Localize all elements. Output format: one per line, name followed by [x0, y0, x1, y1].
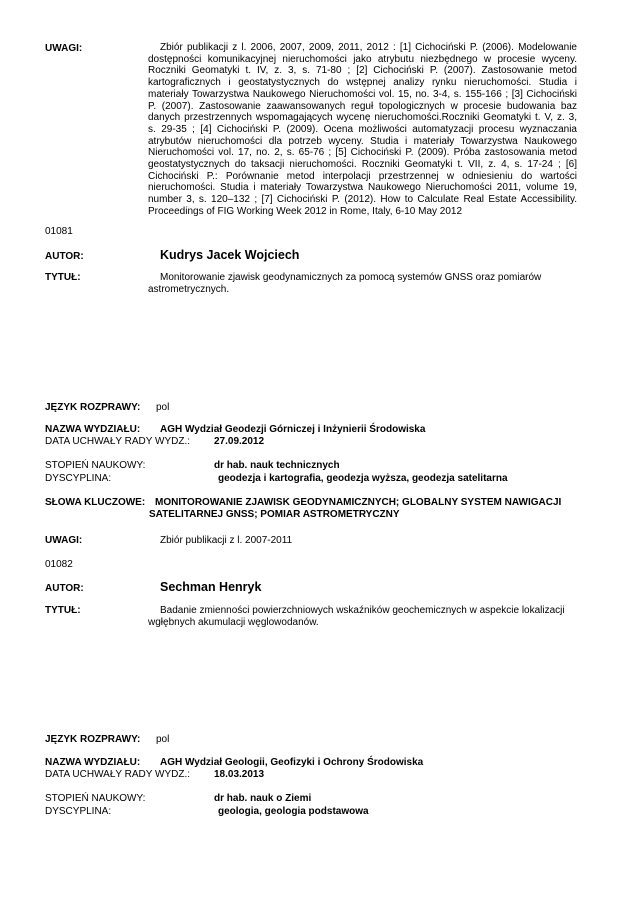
author-name: Sechman Henryk: [160, 580, 262, 594]
author-label: AUTOR:: [45, 583, 84, 594]
faculty-label: NAZWA WYDZIAŁU:: [45, 757, 141, 768]
language-value: pol: [156, 734, 170, 745]
keywords-line-1: MONITOROWANIE ZJAWISK GEODYNAMICZNYCH; GLOBALNY SYSTEM NAWIGACJI: [155, 497, 562, 508]
faculty-label: NAZWA WYDZIAŁU:: [45, 424, 141, 435]
degree-label: STOPIEŃ NAUKOWY:: [45, 460, 146, 471]
faculty-value: AGH Wydział Geologii, Geofizyki i Ochrony Środowiska: [160, 757, 424, 768]
date-label: DATA UCHWAŁY RADY WYDZ.:: [45, 436, 191, 447]
author-label: AUTOR:: [45, 251, 84, 262]
discipline-label: DYSCYPLINA:: [45, 806, 112, 817]
date-value: 18.03.2013: [214, 769, 265, 780]
language-value: pol: [156, 402, 170, 413]
thesis-title: Badanie zmienności powierzchniowych wskaźników geochemicznych w aspekcie lokalizacji wgłębnych akumulacji węglowodanów.: [148, 605, 565, 628]
notes-text: Zbiór publikacji z l. 2007-2011: [160, 535, 293, 546]
discipline-value: geologia, geologia podstawowa: [218, 806, 369, 817]
degree-label: STOPIEŃ NAUKOWY:: [45, 793, 146, 804]
language-label: JĘZYK ROZPRAWY:: [45, 402, 141, 413]
author-name: Kudrys Jacek Wojciech: [160, 248, 300, 262]
date-label: DATA UCHWAŁY RADY WYDZ.:: [45, 769, 191, 780]
degree-value: dr hab. nauk o Ziemi: [214, 793, 312, 804]
record-id: 01082: [45, 559, 73, 570]
notes-label: UWAGI:: [45, 43, 83, 54]
degree-value: dr hab. nauk technicznych: [214, 460, 340, 471]
record-id: 01081: [45, 226, 73, 237]
discipline-label: DYSCYPLINA:: [45, 473, 112, 484]
keywords-line-2: SATELITARNEJ GNSS; POMIAR ASTROMETRYCZNY: [149, 509, 400, 520]
notes-label: UWAGI:: [45, 535, 83, 546]
thesis-title: Monitorowanie zjawisk geodynamicznych za pomocą systemów GNSS oraz pomiarów astrometrycznych.: [148, 272, 542, 295]
keywords-label: SŁOWA KLUCZOWE:: [45, 497, 146, 508]
title-label: TYTUŁ:: [45, 605, 81, 616]
discipline-value: geodezja i kartografia, geodezja wyższa, geodezja satelitarna: [218, 473, 508, 484]
notes-text: Zbiór publikacji z l. 2006, 2007, 2009, 2011, 2012 : [1] Cichociński P. (2006). Modelowanie dostępności komunikacyjnej nieruchomości jako atrybutu niezbędnego w procesie wyceny. Roczniki Geomatyki t. IV, z. 3, s. 71-80 ; [2] Cichociński P. (2007). Zastosowanie metod kartograficznych i geostatystycznych do wstępnej analizy rynku nieruchomości. Studia i materiały Towarzystwa Naukowego Nieruchomości vol. 15, no. 3-4, s. 155-166 ; [3] Cichociński P. (2007). Zastosowanie zaawansowanych reguł topologicznych w procesie budowania baz danych przestrzennych wspomagających wycenę nieruchomości.Roczniki Geomatyki t. V, z. 3, s. 29-35 ; [4] Cichociński P. (2009). Ocena możliwości automatyzacji procesu wyznaczania atrybutów nieruchomości dla potrzeb wyceny. Studia i materiały Towarzystwa Naukowego Nieruchomości vol. 17, no. 2, s. 65-76 ; [5] Cichociński P. (2009). Próba zastosowania metod geostatystycznych do taksacji nieruchomości. Roczniki Geomatyki t. VII, z. 4, s. 17-24 ; [6] Cichociński P.: Porównanie metod interpolacji przestrzennej w odniesieniu do wartości nieruchomości. Studia i materiały Towarzystwa Naukowego Nieruchomości 2011, volume 19, number 3, s. 120–132 ; [7] Cichociński P. (2012). How to Calculate Real Estate Accessibility. Proceedings of FIG Working Week 2012 in Rome, Italy, 6-10 May 2012: [148, 42, 577, 217]
language-label: JĘZYK ROZPRAWY:: [45, 734, 141, 745]
title-label: TYTUŁ:: [45, 272, 81, 283]
faculty-value: AGH Wydział Geodezji Górniczej i Inżynierii Środowiska: [160, 424, 426, 435]
date-value: 27.09.2012: [214, 436, 265, 447]
